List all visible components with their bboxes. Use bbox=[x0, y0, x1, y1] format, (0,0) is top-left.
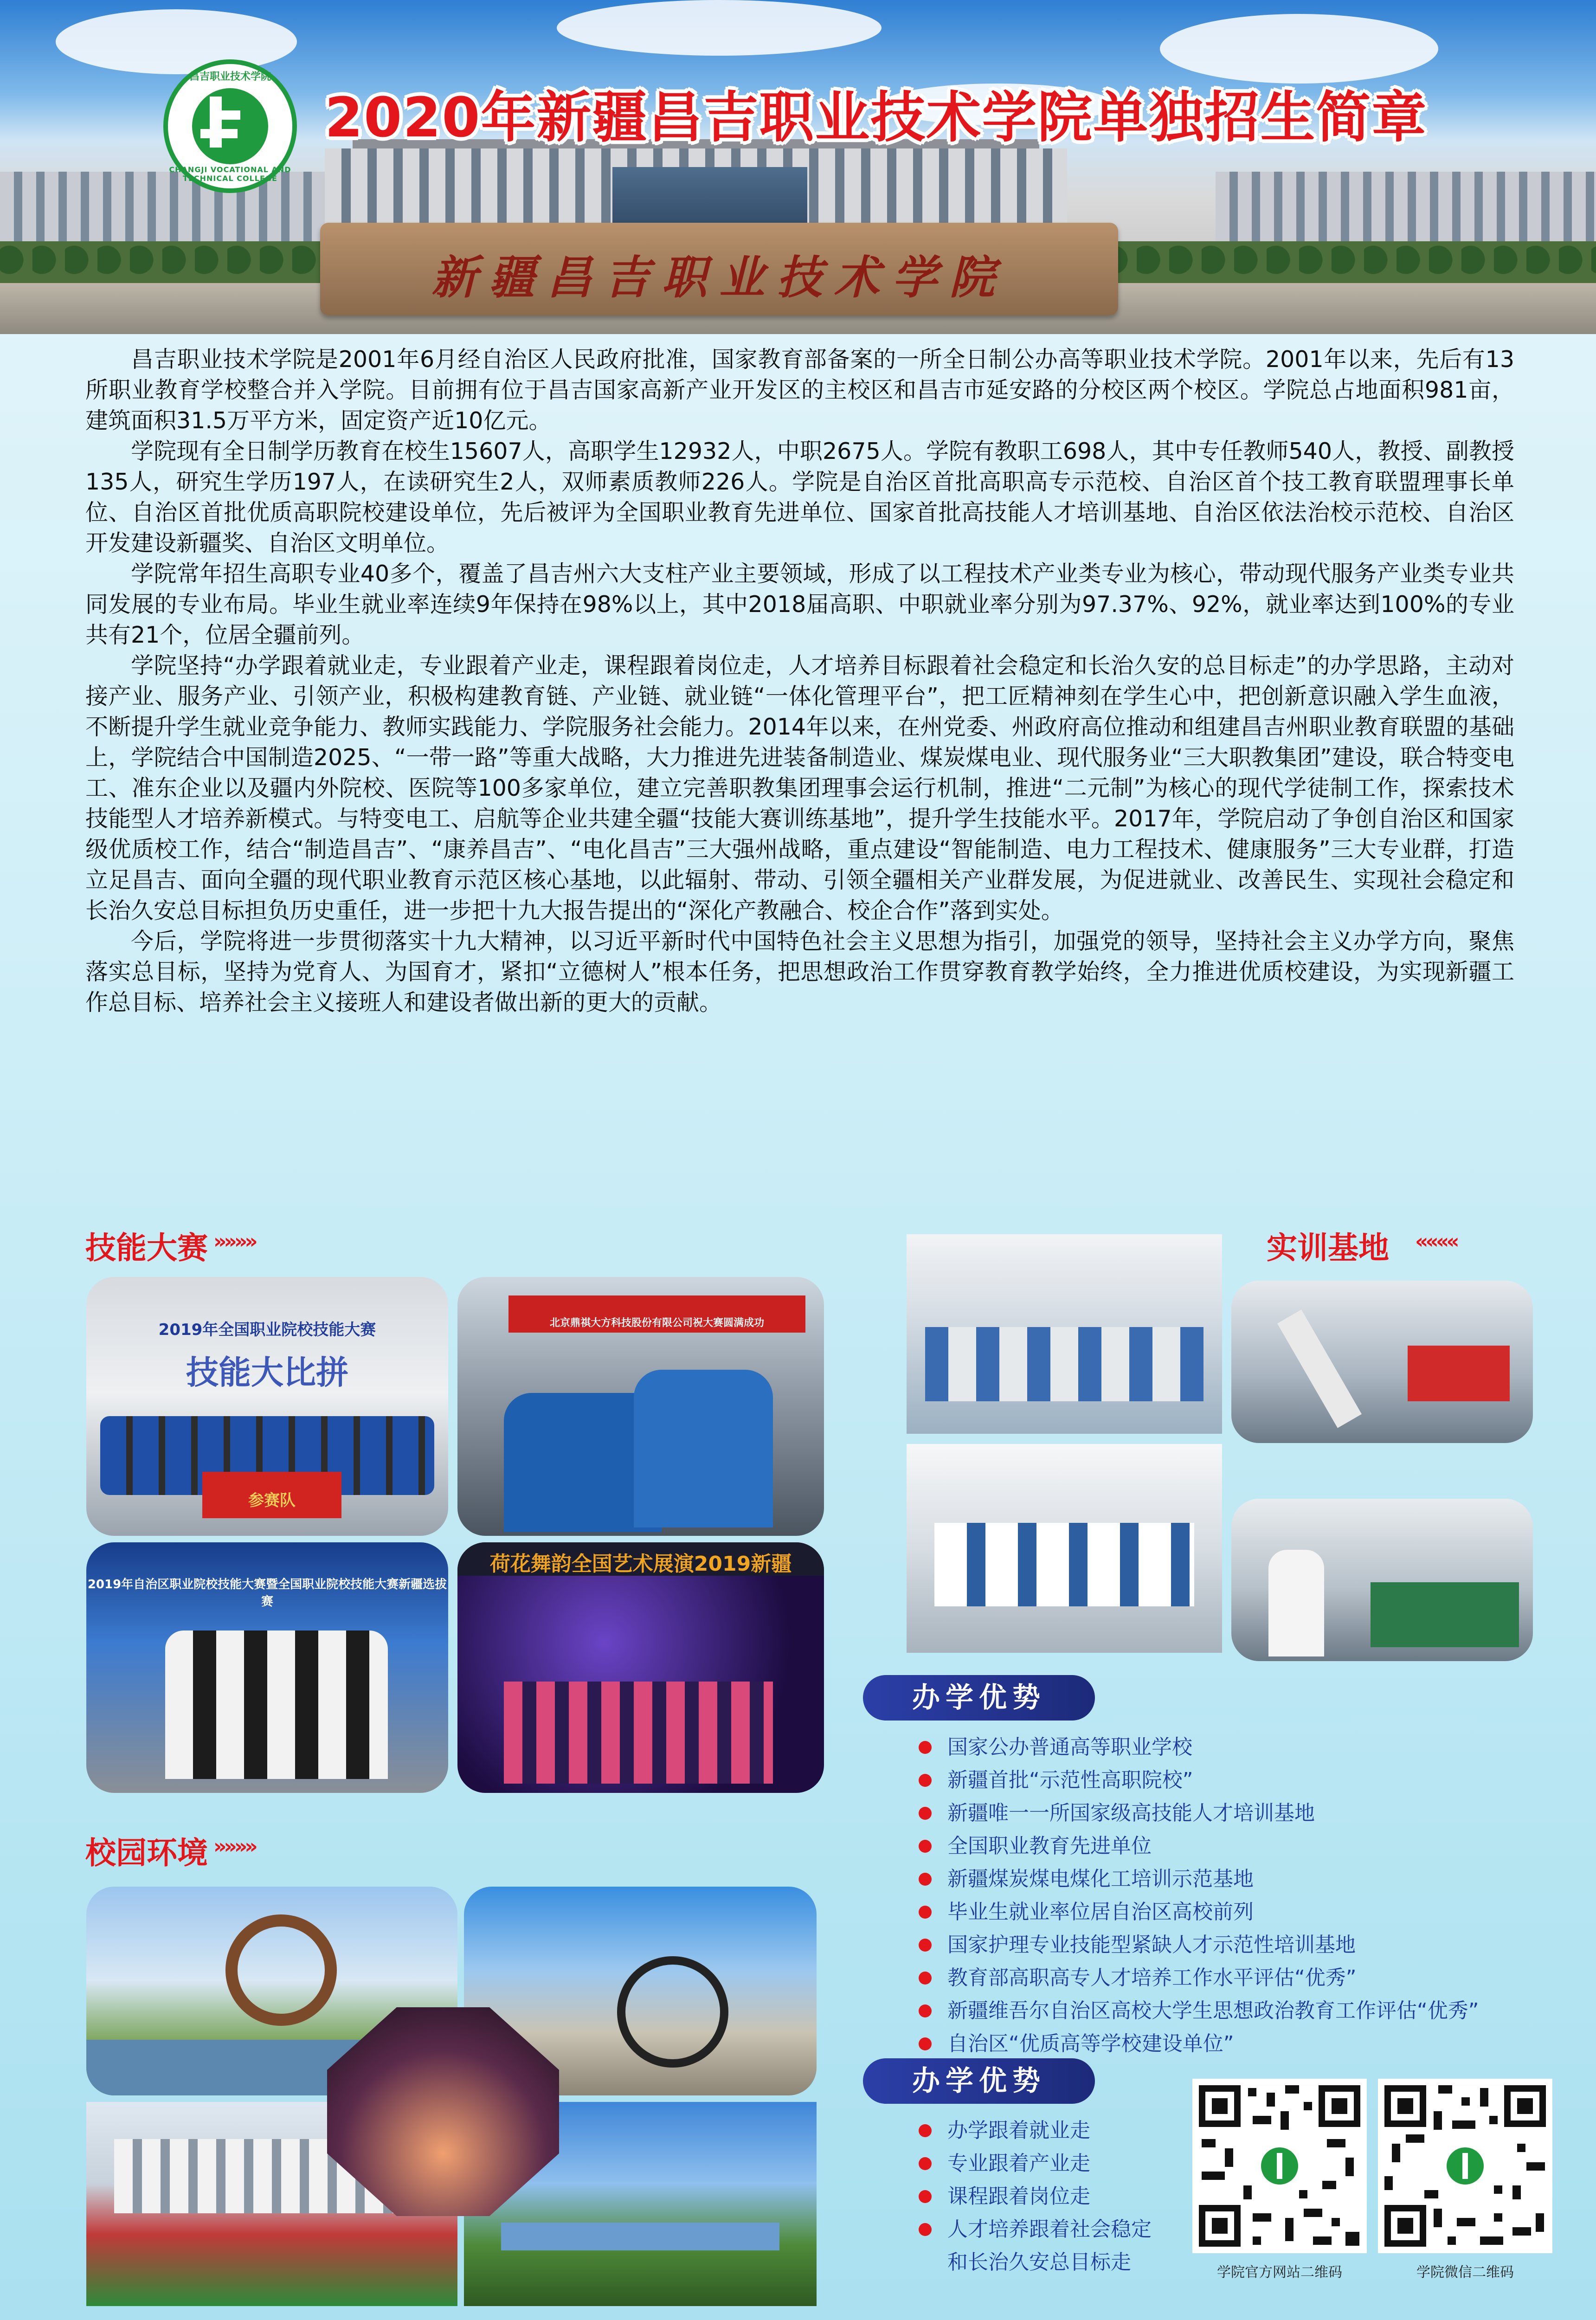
section-title-campus: 校园环境 bbox=[85, 1835, 208, 1871]
campus-building-left bbox=[0, 172, 325, 246]
photo-contest-workshop bbox=[457, 1277, 824, 1536]
list-item: 新疆维吾尔自治区高校大学生思想政治教育工作评估“优秀” bbox=[919, 1994, 1479, 2027]
bullet-icon bbox=[919, 1906, 932, 1919]
campus-building-right bbox=[1216, 172, 1596, 246]
bullet-icon bbox=[919, 1939, 932, 1952]
intro-paragraph: 学院坚持“办学跟着就业走，专业跟着产业走，课程跟着岗位走，人才培养目标跟着社会稳定和长治久安的总目标走”的办学思路，主动对接产业、服务产业、引领产业，积极构建教育链、产业链、就业链“一体化管理平台”，把工匠精神刻在学生心中，把创新意识融入学生血液，不断提升学生就业竞争能力、教师实践能力、学院服务社会能力。2014年以来，在州党委、州政府高位推动和组建昌吉州职业教育联盟的基础上，学院结合中国制造2025、“一带一路”等重大战略，大力推进先进装备制造业、煤炭煤电业、现代服务业“三大职教集团”建设，联合特变电工、准东企业以及疆内外院校、医院等100多家单位，建立完善职教集团理事会运行机制，推进“二元制”为核心的现代学徒制工作，探索技术技能型人才培养新模式。与特变电工、启航等企业共建全疆“技能大赛训练基地”，提升学生技能水平。2017年，学院启动了争创自治区和国家级优质校工作，结合“制造昌吉”、“康养昌吉”、“电化昌吉”三大强州战略，重点建设“智能制造、电力工程技术、健康服务”三大专业群，打造立足昌吉、面向全疆的现代职业教育示范区核心基地，以此辐射、带动、引领全疆相关产业群发展，为促进就业、改善民生、实现社会稳定和长治久安总目标担负历史重任，进一步把十九大报告提出的“深化产教融合、校企合作”落到实处。 bbox=[85, 652, 1514, 924]
intro-text bbox=[85, 344, 1514, 1018]
list-item: 国家护理专业技能型紧缺人才示范性培训基地 bbox=[919, 1928, 1479, 1961]
photo-contest-team bbox=[86, 1277, 448, 1536]
arrows-left-icon: «««« bbox=[1415, 1230, 1457, 1253]
stone-inscription-text: 新疆昌吉职业技术学院 bbox=[431, 251, 1007, 304]
photo-training-lab bbox=[907, 1234, 1222, 1434]
photo-caption: 技能大比拼 bbox=[186, 1353, 348, 1392]
advantages-list-secondary bbox=[919, 2114, 1152, 2279]
header-banner bbox=[0, 0, 1596, 334]
photo-caption: 2019年自治区职业院校技能大赛暨全国职业院校技能大赛新疆选拔赛 bbox=[87, 1578, 447, 1609]
list-item: 专业跟着产业走 bbox=[919, 2147, 1152, 2180]
advantages-badge: 办学优势 bbox=[863, 2058, 1095, 2104]
list-item: 自治区“优质高等学校建设单位” bbox=[919, 2027, 1479, 2060]
bullet-icon bbox=[919, 1873, 932, 1886]
waterwheel-icon bbox=[225, 1914, 337, 2026]
logo-top-text: 昌吉职业技术学院 bbox=[189, 71, 271, 83]
bullet-icon bbox=[919, 1741, 932, 1754]
bullet-icon bbox=[919, 2037, 932, 2050]
section-title-training: 实训基地 bbox=[1267, 1230, 1389, 1266]
photo-sunset-octagon bbox=[327, 2007, 559, 2216]
list-item: 国家公办普通高等职业学校 bbox=[919, 1731, 1479, 1764]
arrows-right-icon: »»»» bbox=[213, 1835, 255, 1858]
qr-code-website[interactable] bbox=[1192, 2079, 1367, 2253]
intro-paragraph: 学院现有全日制学历教育在校生15607人，高职学生12932人，中职2675人。学院有教职工698人，其中专任教师540人，教授、副教授135人，研究生学历197人，在读研究生2人，双师素质教师226人。学院是自治区首批高职高专示范校、自治区首个技工教育联盟理事长单位、自治区首批优质高职院校建设单位，先后被评为全国职业教育先进单位、国家首批高技能人才培训基地、自治区依法治校示范校、自治区开发建设新疆奖、自治区文明单位。 bbox=[85, 438, 1514, 556]
qr-website-icon bbox=[1192, 2079, 1367, 2253]
list-item: 新疆唯一一所国家级高技能人才培训基地 bbox=[919, 1797, 1479, 1830]
list-item: 毕业生就业率位居自治区高校前列 bbox=[919, 1895, 1479, 1928]
photo-nursing-lab bbox=[1231, 1499, 1533, 1661]
list-item: 办学跟着就业走 bbox=[919, 2114, 1152, 2147]
sundial-icon bbox=[617, 1956, 728, 2068]
photo-contest-stage bbox=[86, 1542, 448, 1793]
list-item: 教育部高职高专人才培养工作水平评估“优秀” bbox=[919, 1961, 1479, 1994]
photo-caption: 2019年全国职业院校技能大赛 bbox=[158, 1321, 376, 1339]
intro-paragraph: 昌吉职业技术学院是2001年6月经自治区人民政府批准，国家教育部备案的一所全日制公办高等职业技术学院。2001年以来，先后有13所职业教育学校整合并入学院。目前拥有位于昌吉国家高新产业开发区的主校区和昌吉市延安路的分校区两个校区。学院总占地面积981亩，建筑面积31.5万平方米，固定资产近10亿元。 bbox=[85, 346, 1514, 434]
stone-inscription bbox=[320, 223, 1118, 316]
section-title-skills: 技能大赛 bbox=[85, 1230, 208, 1266]
photo-caption: 荷花舞韵全国艺术展演2019新疆 bbox=[489, 1552, 792, 1576]
list-item: 课程跟着岗位走 bbox=[919, 2180, 1152, 2213]
intro-paragraph: 学院常年招生高职专业40多个，覆盖了昌吉州六大支柱产业主要领域，形成了以工程技术产业类专业为核心，带动现代服务产业类专业共同发展的专业布局。毕业生就业率连续9年保持在98%以上，其中2018届高职、中职就业率分别为97.37%、92%，就业率达到100%的专业共有21个，位居全疆前列。 bbox=[85, 561, 1514, 648]
qr-code-wechat[interactable] bbox=[1378, 2079, 1552, 2253]
bullet-icon bbox=[919, 1774, 932, 1787]
logo-bottom-text: CHANGJI VOCATIONAL AND TECHNICAL COLLEGE bbox=[169, 165, 291, 183]
list-item: 新疆煤炭煤电煤化工培训示范基地 bbox=[919, 1862, 1479, 1895]
bullet-icon bbox=[919, 2124, 932, 2137]
qr-website-caption: 学院官方网站二维码 bbox=[1217, 2264, 1342, 2281]
advantages-badge: 办学优势 bbox=[863, 1675, 1095, 1721]
bullet-icon bbox=[919, 2223, 932, 2236]
photo-cnc-workshop bbox=[907, 1444, 1222, 1653]
key-icon bbox=[210, 97, 222, 148]
bullet-icon bbox=[919, 2004, 932, 2017]
list-item: 人才培养跟着社会稳定 bbox=[919, 2213, 1152, 2246]
college-logo bbox=[163, 59, 297, 193]
photo-robot-arm bbox=[1231, 1281, 1533, 1443]
arrows-right-icon: »»»» bbox=[213, 1230, 255, 1253]
bullet-icon bbox=[919, 1807, 932, 1820]
list-item: 全国职业教育先进单位 bbox=[919, 1830, 1479, 1862]
photo-art-show bbox=[457, 1542, 824, 1793]
bullet-icon bbox=[919, 2157, 932, 2170]
bullet-icon bbox=[919, 1840, 932, 1853]
list-item: 新疆首批“示范性高职院校” bbox=[919, 1764, 1479, 1797]
bullet-icon bbox=[919, 2190, 932, 2203]
page-title: 2020年新疆昌吉职业技术学院单独招生简章 bbox=[325, 85, 1428, 149]
qr-wechat-icon bbox=[1378, 2079, 1552, 2253]
qr-wechat-caption: 学院微信二维码 bbox=[1416, 2264, 1514, 2281]
advantages-list bbox=[919, 1731, 1479, 2060]
intro-paragraph: 今后，学院将进一步贯彻落实十九大精神，以习近平新时代中国特色社会主义思想为指引，加强党的领导，坚持社会主义办学方向，聚焦落实总目标，坚持为党育人、为国育才，紧扣“立德树人”根本任务，把思想政治工作贯穿教育教学始终，全力推进优质校建设，为实现新疆工作总目标、培养社会主义接班人和建设者做出新的更大的贡献。 bbox=[85, 928, 1514, 1016]
list-item: 和长治久安总目标走 bbox=[947, 2250, 1131, 2274]
photo-caption: 北京鼎祺大方科技股份有限公司祝大赛圆满成功 bbox=[549, 1317, 764, 1329]
bullet-icon bbox=[919, 1972, 932, 1985]
photo-caption: 参赛队 bbox=[248, 1491, 296, 1510]
